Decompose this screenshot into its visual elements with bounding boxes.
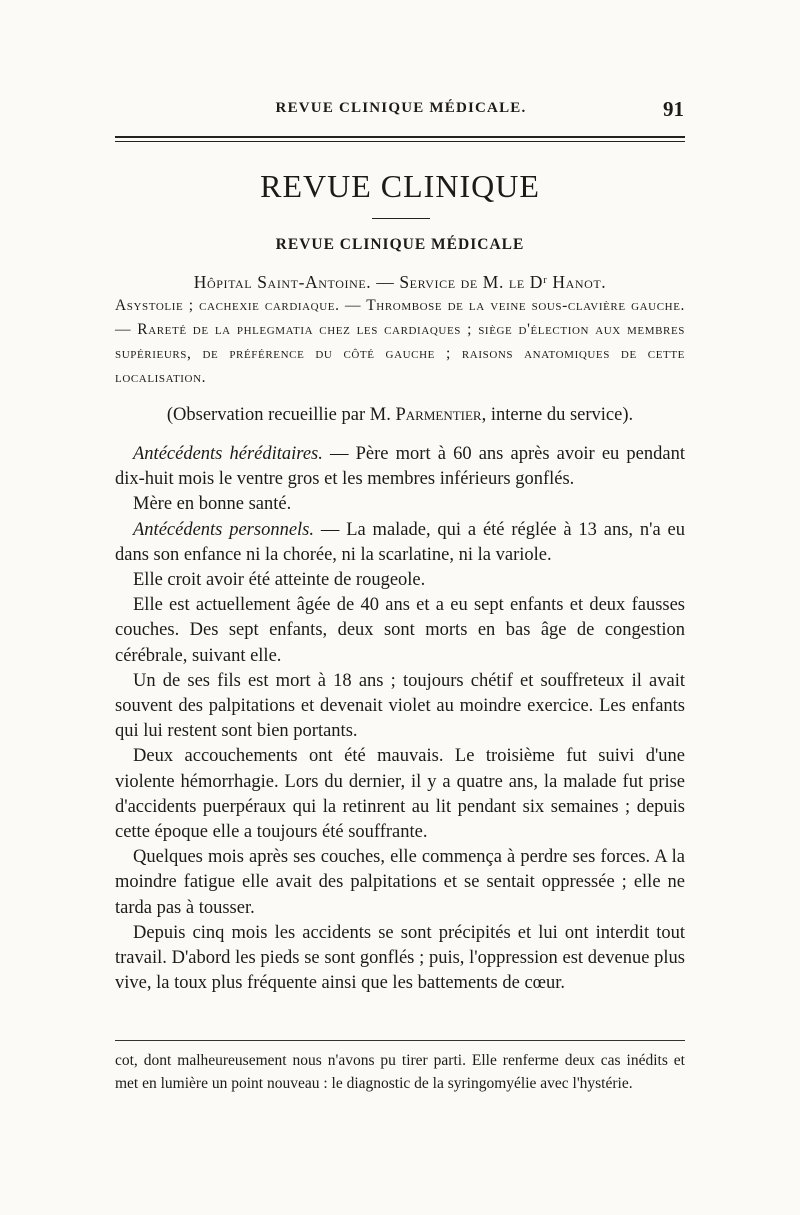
hospital-line: Hôpital Saint-Antoine. — Service de M. le Dʳ Hanot. xyxy=(193,272,607,292)
paragraph-mother: Mère en bonne santé. xyxy=(133,494,292,515)
article-title: Asystolie ; cachexie cardiaque. — Thrombose de la veine sous-clavière gauche. — Rareté de la phlegmatia chez les cardiaques ; siège d'élection aux membres supérieurs, de préférence du côté gauche ; raisons anatomiques de cette localisation. xyxy=(115,297,685,386)
paragraph-recent: Depuis cinq mois les accidents se sont précipités et lui ont interdit tout travail. D'abord les pieds se sont gonflés ; puis, l'oppression est devenue plus vive, la toux plus fréquente ainsi que les battements de cœur. xyxy=(115,922,685,994)
section-title: REVUE CLINIQUE xyxy=(260,168,540,204)
footnote-rule xyxy=(115,1040,685,1041)
paragraph-rougeole: Elle croit avoir été atteinte de rougeole. xyxy=(133,570,426,591)
paragraph-hereditary xyxy=(115,442,685,492)
running-head xyxy=(118,97,684,124)
observation-suffix: interne du service). xyxy=(490,405,634,425)
footnote xyxy=(115,1050,685,1095)
running-head-title: REVUE CLINIQUE MÉDICALE. xyxy=(275,100,527,116)
paragraph-son: Un de ses fils est mort à 18 ans ; toujours chétif et souffreteux il avait souvent des palpitations et devenait violet au moindre exercice. Les enfants qui lui restent sont bien portants. xyxy=(115,670,685,742)
article-body xyxy=(115,442,685,996)
observation-credit xyxy=(115,405,685,426)
header-rule xyxy=(115,136,685,142)
paragraph-deliveries: Deux accouchements ont été mauvais. Le troisième fut suivi d'une violente hémorrhagie. Lors du dernier, il y a quatre ans, la malade fut prise d'accidents puerpéraux qui la retinrent au lit pendant six semaines ; depuis cette époque elle a toujours été souffrante. xyxy=(115,746,685,843)
article-heading xyxy=(115,270,685,390)
title-rule xyxy=(372,218,430,219)
subsection-title: REVUE CLINIQUE MÉDICALE xyxy=(275,236,525,253)
observer-name: Parmentier, xyxy=(395,405,487,425)
footnote-text: cot, dont malheureusement nous n'avons pu tirer parti. Elle renferme deux cas inédits et met en lumière un point nouveau : le diagnostic de la syringomyélie avec l'hystérie. xyxy=(115,1052,685,1092)
paragraph-personal xyxy=(115,518,685,568)
paragraph-text: — La malade, qui a été réglée à 13 ans, n'a eu dans son enfance ni la chorée, ni la scarlatine, ni la variole. xyxy=(115,519,685,565)
observation-prefix: (Observation recueillie par M. xyxy=(166,405,391,425)
paragraph-label: Antécédents héréditaires. xyxy=(133,444,323,464)
paragraph-text: — Père mort à 60 ans après avoir eu pendant dix-huit mois le ventre gros et les membres inférieurs gonflés. xyxy=(115,444,685,490)
paragraph-decline: Quelques mois après ses couches, elle commença à perdre ses forces. A la moindre fatigue elle avait des palpitations et se sentait oppressée ; elle ne tarda pas à tousser. xyxy=(115,847,685,918)
page-number: 91 xyxy=(663,97,684,121)
paragraph-age-children: Elle est actuellement âgée de 40 ans et a eu sept enfants et deux fausses couches. Des sept enfants, deux sont morts en bas âge de congestion cérébrale, suivant elle. xyxy=(115,595,685,666)
paragraph-label: Antécédents personnels. xyxy=(133,519,315,540)
